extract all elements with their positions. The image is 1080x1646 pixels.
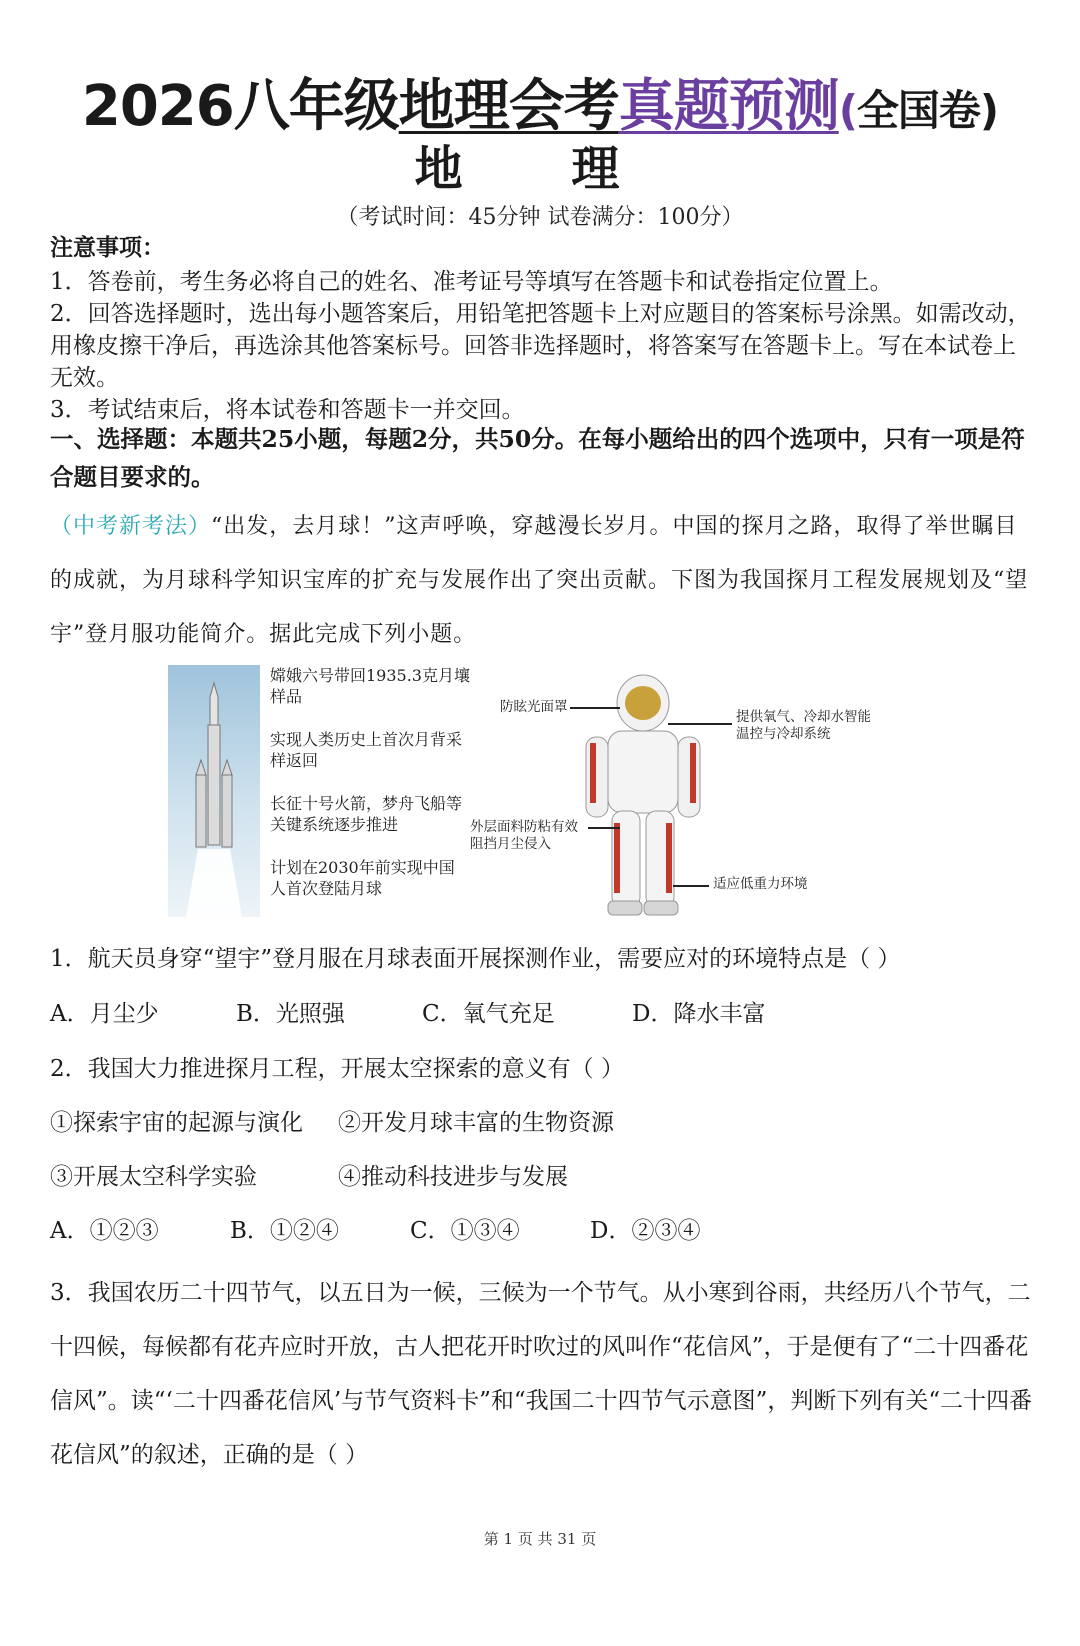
q2-option-a: A．①②③ [50, 1218, 159, 1244]
note-item: 2．回答选择题时，选出每小题答案后，用铅笔把答题卡上对应题目的答案标号涂黑。如需改动，用橡皮擦干净后，再选涂其他答案标号。回答非选择题时，将答案写在答题卡上。写在本试卷上无效。 [50, 301, 1031, 391]
timeline-item: 实现人类历史上首次月背采样返回 [270, 730, 463, 770]
title-part-prediction: 真题预测 [618, 74, 839, 139]
leader-line [668, 723, 732, 725]
note-item: 1．答卷前，考生务必将自己的姓名、准考证号等填写在答题卡和试卷指定位置上。 [50, 269, 893, 295]
lunar-program-figure [168, 665, 908, 920]
exam-info: （考试时间：45分钟 试卷满分：100分） [336, 205, 744, 230]
subject-title: 地 理 [414, 141, 666, 197]
label-oxygen-cooling: 提供氧气、冷却水智能温控与冷却系统 [736, 709, 871, 742]
leader-line [570, 707, 620, 709]
q1-option-c: C．氧气充足 [422, 1001, 555, 1027]
question-1-stem: 1．航天员身穿“望宇”登月服在月球表面开展探测作业，需要应对的环境特点是（ ） [50, 946, 901, 972]
q2-statement: ④推动科技进步与发展 [338, 1164, 568, 1190]
leader-line [588, 827, 620, 829]
leader-line [673, 885, 709, 887]
new-format-tag: （中考新考法） [50, 514, 212, 539]
intro-text: “出发，去月球！”这声呼唤，穿越漫长岁月。中国的探月之路，取得了举世瞩目的成就，为月球科学知识宝库的扩充与发展作出了突出贡献。下图为我国探月工程发展规划及“望宇”登月服功能简介。据此完成下列小题。 [50, 514, 1029, 647]
question-intro [50, 500, 1035, 662]
notes-list [50, 266, 1035, 426]
label-visor: 防眩光面罩 [500, 699, 568, 715]
rocket-image [168, 665, 260, 917]
timeline-item: 计划在2030年前实现中国人首次登陆月球 [270, 858, 455, 898]
q2-option-c: C．①③④ [410, 1218, 520, 1244]
q1-option-a: A．月尘少 [50, 1001, 159, 1027]
q2-statement: ①探索宇宙的起源与演化 [50, 1110, 303, 1136]
q2-option-b: B．①②④ [230, 1218, 339, 1244]
q2-statement: ③开展太空科学实验 [50, 1164, 257, 1190]
timeline-item: 长征十号火箭，梦舟飞船等关键系统逐步推进 [270, 794, 463, 834]
title-part-exam: 地理会考 [398, 74, 619, 139]
label-dust-fabric: 外层面料防粘有效阻挡月尘侵入 [470, 819, 578, 852]
spacesuit-image [578, 673, 708, 919]
title-part-scope: (全国卷) [838, 86, 999, 135]
q2-statement: ②开发月球丰富的生物资源 [338, 1110, 614, 1136]
note-item: 3．考试结束后，将本试卷和答题卡一并交回。 [50, 397, 525, 423]
timeline-item: 嫦娥六号带回1935.3克月壤样品 [270, 666, 470, 706]
title-part-grade: 2026八年级 [81, 74, 399, 139]
q2-option-d: D．②③④ [590, 1218, 701, 1244]
page-footer: 第 1 页 共 31 页 [483, 1530, 597, 1548]
q1-option-d: D．降水丰富 [632, 1001, 766, 1027]
question-3-stem: 3．我国农历二十四节气，以五日为一候，三候为一个节气。从小寒到谷雨，共经历八个节气，二十四候，每候都有花卉应时开放，古人把花开时吹过的风叫作“花信风”，于是便有了“二十四番花信风”。读“‘二十四番花信风’与节气资料卡”和“我国二十四节气示意图”，判断下列有关“二十四番花信风”的叙述，正确的是（ ） [50, 1280, 1033, 1468]
q1-option-b: B．光照强 [236, 1001, 345, 1027]
section-heading: 一、选择题：本题共25小题，每题2分，共50分。在每小题给出的四个选项中，只有一项是符合题目要求的。 [50, 425, 1025, 491]
notes-heading: 注意事项： [50, 234, 165, 261]
label-low-gravity: 适应低重力环境 [713, 876, 808, 892]
question-2-stem: 2．我国大力推进探月工程，开展太空探索的意义有（ ） [50, 1056, 624, 1082]
